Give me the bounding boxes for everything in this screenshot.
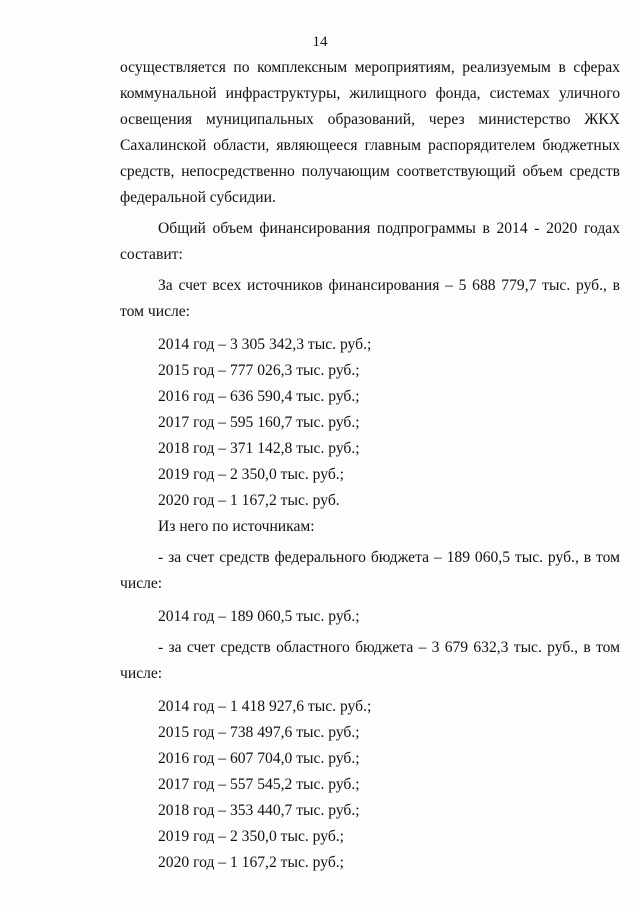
list-item: 2020 год – 1 167,2 тыс. руб.; [158, 854, 345, 871]
regional-year-list [120, 694, 620, 876]
list-item: 2014 год – 189 060,5 тыс. руб.; [158, 608, 360, 625]
list-item: 2014 год – 1 418 927,6 тыс. руб.; [158, 698, 372, 715]
page-number: 14 [312, 34, 328, 50]
list-item: 2019 год – 2 350,0 тыс. руб.; [158, 828, 345, 845]
regional-budget-paragraph: - за счет средств областного бюджета – 3 679 632,3 тыс. руб., в том числе: [120, 639, 620, 682]
list-item: 2020 год – 1 167,2 тыс. руб. [158, 492, 340, 509]
list-item: 2019 год – 2 350,0 тыс. руб.; [158, 466, 345, 483]
by-sources-heading: Из него по источникам: [158, 518, 315, 535]
intro-paragraph: осуществляется по комплексным мероприятиям, реализуемым в сферах коммунальной инфраструктуры, жилищного фонда, системах уличного освещения муниципальных образований, через министерство ЖКХ Сахалинской области, являющееся главным распорядителем бюджетных средств, непосредственно получающим соответствующий объем средств федеральной субсидии. [120, 59, 620, 206]
list-item: 2018 год – 371 142,8 тыс. руб.; [158, 440, 360, 457]
list-item: 2018 год – 353 440,7 тыс. руб.; [158, 802, 360, 819]
list-item: 2015 год – 777 026,3 тыс. руб.; [158, 362, 360, 379]
federal-budget-paragraph: - за счет средств федерального бюджета – 189 060,5 тыс. руб., в том числе: [120, 549, 620, 592]
all-sources-year-list [120, 332, 620, 514]
list-item: 2016 год – 607 704,0 тыс. руб.; [158, 750, 360, 767]
list-item: 2017 год – 595 160,7 тыс. руб.; [158, 414, 360, 431]
list-item: 2017 год – 557 545,2 тыс. руб.; [158, 776, 360, 793]
all-sources-paragraph: За счет всех источников финансирования – 5 688 779,7 тыс. руб., в том числе: [120, 277, 620, 320]
total-financing-paragraph: Общий объем финансирования подпрограммы в 2014 - 2020 годах составит: [120, 220, 620, 263]
list-item: 2014 год – 3 305 342,3 тыс. руб.; [158, 336, 372, 353]
federal-year-list [120, 604, 620, 630]
list-item: 2015 год – 738 497,6 тыс. руб.; [158, 724, 360, 741]
list-item: 2016 год – 636 590,4 тыс. руб.; [158, 388, 360, 405]
document-body [120, 55, 620, 876]
